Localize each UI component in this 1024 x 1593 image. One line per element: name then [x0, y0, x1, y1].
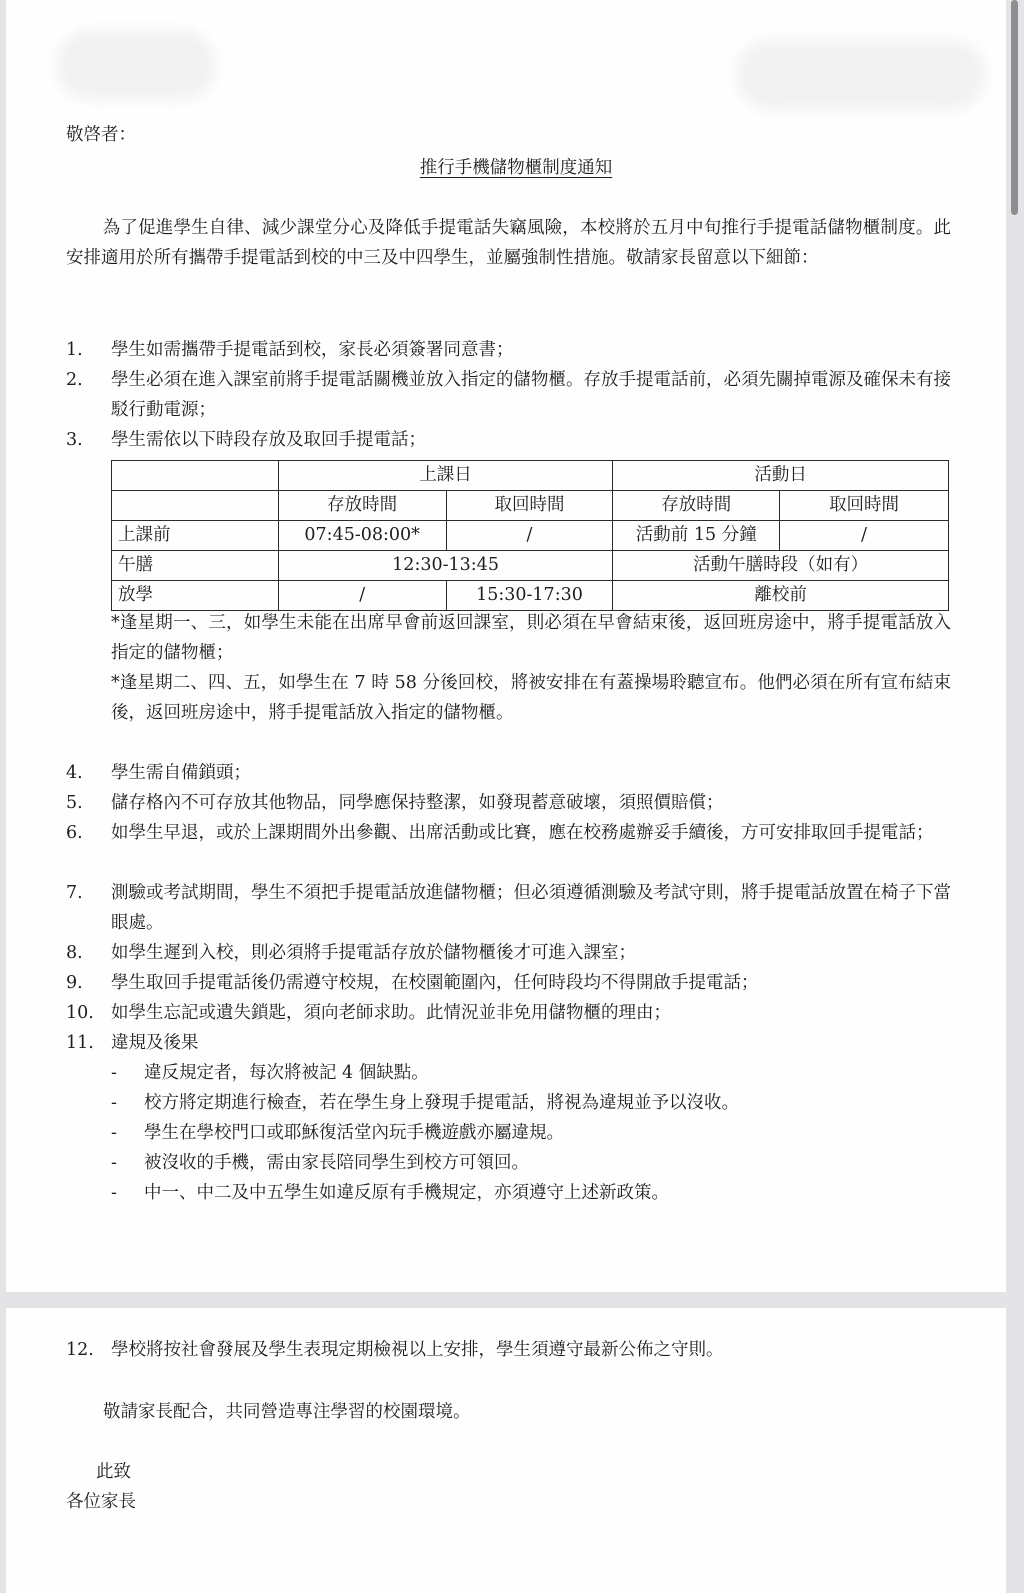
header-store: 存放時間 [278, 491, 446, 521]
header-store: 存放時間 [613, 491, 780, 521]
table-cell: 15:30-17:30 [446, 581, 613, 611]
table-row [112, 491, 949, 521]
table-cell: 活動午膳時段（如有） [613, 551, 949, 581]
table-cell: 離校前 [613, 581, 949, 611]
greeting: 敬啓者： [66, 125, 136, 145]
header-retrieve: 取回時間 [780, 491, 949, 521]
table-row [112, 551, 949, 581]
table-row [112, 461, 949, 491]
schedule-table [111, 460, 949, 611]
redacted-header-right [736, 40, 986, 110]
header-activity-day: 活動日 [613, 461, 949, 491]
addressee: 各位家長 [66, 1492, 136, 1512]
table-cell: 活動前 15 分鐘 [613, 521, 780, 551]
table-note: *逢星期二、四、五，如學生在 7 時 58 分後回校，將被安排在有蓋操場聆聽宣布。他們必須在所有宣布結束後，返回班房途中，將手提電話放入指定的儲物櫃。 [111, 673, 951, 723]
row-label: 放學 [112, 581, 279, 611]
table-cell: / [780, 521, 949, 551]
intro-paragraph: 為了促進學生自律、減少課堂分心及降低手提電話失竊風險，本校將於五月中旬推行手提電話儲物櫃制度。此安排適用於所有攜帶手提電話到校的中三及中四學生，並屬強制性措施。敬請家長留意以下細節： [66, 218, 951, 268]
table-cell: / [446, 521, 613, 551]
header-school-day: 上課日 [278, 461, 613, 491]
row-label: 上課前 [112, 521, 279, 551]
table-note: *逢星期一、三，如學生未能在出席早會前返回課室，則必須在早會結束後，返回班房途中，將手提電話放入指定的儲物櫃； [111, 613, 951, 663]
salutation: 此致 [96, 1462, 131, 1482]
table-cell: 07:45-08:00* [278, 521, 446, 551]
table-row [112, 581, 949, 611]
closing-line: 敬請家長配合，共同營造專注學習的校園環境。 [103, 1402, 471, 1422]
table-cell: / [278, 581, 446, 611]
document-page-1: 敬啓者： 推行手機儲物櫃制度通知 為了促進學生自律、減少課堂分心及降低手提電話失竊風險，本校將於五月中旬推行手提電話儲物櫃制度。此安排適用於所有攜帶手提電話到校的中三及中四學生，並屬強制性措施。敬請家長留意以下細節： 1. 學生如需攜帶手提電話到校，家長必須簽署同意書； 2. 學生必須在進入課室前將手提電話關機並放入指定的儲物櫃。存放手提電話前，必須先關掉電源及確保未有接駁行動電源； 3. 學生需依以下時段存放及取回手提電話； 上課日 活動日 存放時間 取回時間 存放時間 取回時間 上課前 07:45-08:00* / 活動前 15 分鐘 / 午膳 12:30-13:45 活動午膳時段（如有） 放學 / 15:30-17:30 離校前 *逢星期一、三，如學生未能在出席早會前返回課室，則必須在早會結束後，返回班房途中，將手提電話放入指定的儲物櫃； *逢星期二、四、五，如學生在 7 時 58 分後回校，將被安排在有蓋操場聆聽宣布。他們必須在所有宣布結束後，返回班房途中，將手提電話放入指定的儲物櫃。 4. 學生需自備鎖頭； 5. 儲存格內不可存放其他物品，同學應保持整潔，如發現蓄意破壞，須照價賠償； 6. 如學生早退，或於上課期間外出參觀、出席活動或比賽，應在校務處辦妥手續後，方可安排取回手提電話； 7. 測驗或考試期間，學生不須把手提電話放進儲物櫃；但必須遵循測驗及考試守則，將手提電話放置在椅子下當眼處。 8. 如學生遲到入校，則必須將手提電話存放於儲物櫃後才可進入課室； 9. 學生取回手提電話後仍需遵守校規，在校園範圍內，任何時段均不得開啟手提電話； 10. 如學生忘記或遺失鎖匙，須向老師求助。此情況並非免用儲物櫃的理由； 11. 違規及後果 - 違反規定者，每次將被記 4 個缺點。 - 校方將定期進行檢查，若在學生身上發現手提電話，將視為違規並予以沒收。 - 學生在學校門口或耶穌復活堂內玩手機遊戲亦屬違規。 - 被沒收的手機，需由家長陪同學生到校方可領回。 - 中一、中二及中五學生如違反原有手機規定，亦須遵守上述新政策。 [6, 0, 1006, 1292]
table-row [112, 521, 949, 551]
row-label: 午膳 [112, 551, 279, 581]
document-page-2: 12. 學校將按社會發展及學生表現定期檢視以上安排，學生須遵守最新公佈之守則。 敬請家長配合，共同營造專注學習的校園環境。 此致 各位家長 [6, 1308, 1006, 1593]
redacted-header-left [56, 30, 216, 100]
notice-title: 推行手機儲物櫃制度通知 [419, 158, 613, 178]
scrollbar[interactable] [1011, 0, 1018, 215]
table-cell: 12:30-13:45 [278, 551, 613, 581]
header-retrieve: 取回時間 [446, 491, 613, 521]
